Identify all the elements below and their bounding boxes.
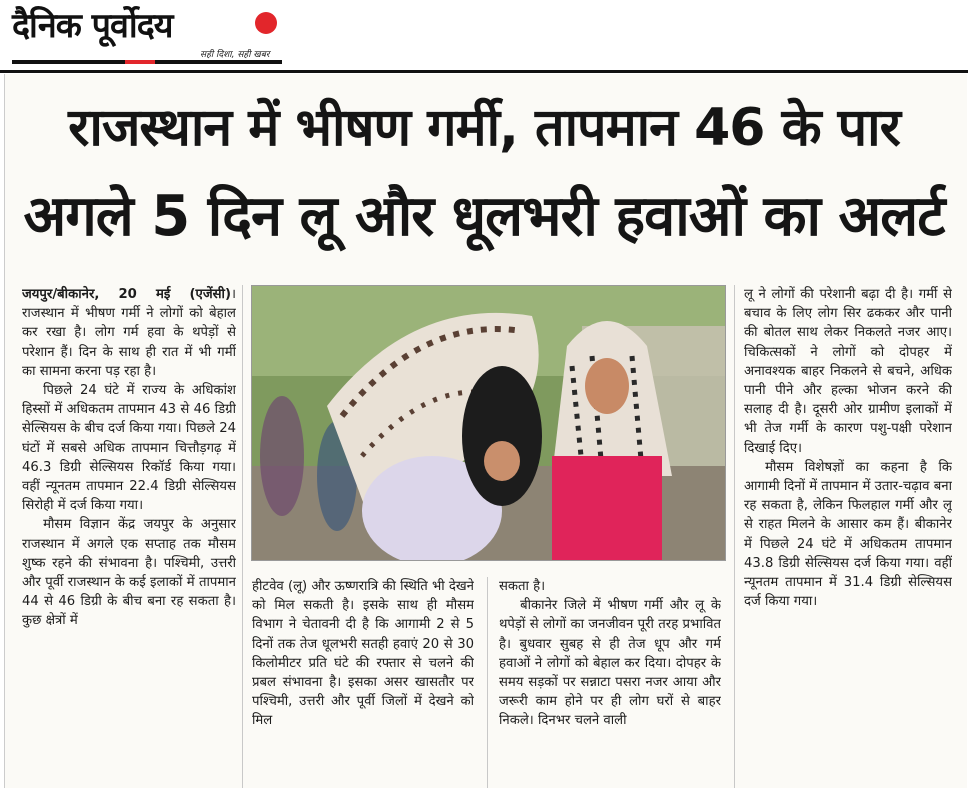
article-column-2 <box>252 577 474 788</box>
col2-paragraph-1: हीटवेव (लू) और ऊष्णरात्रि की स्थिति भी देखने को मिल सकती है। इसके साथ ही मौसम विभाग ने चेतावनी दी है कि आगामी 2 से 5 दिनों तक तेज धूलभरी सतही हवाएं 20 से 30 किलोमीटर प्रति घंटे की रफ्तार से चलने की प्रबल संभावना है। इसका असर खासतौर पर पश्चिमी, उत्तरी और पूर्वी जिलों में देखने को मिल <box>252 579 474 729</box>
col3-paragraph-1: सकता है। <box>499 579 546 594</box>
logo-red-dot-icon <box>255 12 277 34</box>
headline-line-1: राजस्थान में भीषण गर्मी, तापमान 46 के पार <box>68 98 900 158</box>
logo-underline-accent <box>125 60 155 64</box>
dateline: जयपुर/बीकानेर, 20 मई (एजेंसी) <box>22 287 231 302</box>
col1-paragraph-1-text: । राजस्थान में भीषण गर्मी ने लोगों को बेहाल कर रखा है। लोग गर्म हवा के थपेड़ों से परेशान हैं। दिन के साथ ही रात में भी गर्मी का सामना करना पड़ रहा है। <box>22 287 236 379</box>
col1-paragraph-2: पिछले 24 घंटे में राज्य के अधिकांश हिस्सों में अधिकतम तापमान 43 से 46 डिग्री सेल्सियस के बीच दर्ज किया गया। पिछले 24 घंटों में सबसे अधिक तापमान चित्तौड़गढ़ में 46.3 डिग्री सेल्सियस रिकॉर्ड किया गया। वहीं न्यूनतम तापमान 22.4 डिग्री सेल्सियस सिरोही में दर्ज किया गया। <box>22 383 236 514</box>
col4-paragraph-1: लू ने लोगों की परेशानी बढ़ा दी है। गर्मी से बचाव के लिए लोग सिर ढककर और पानी की बोतल साथ लेकर निकलते नजर आए। चिकित्सकों ने लोगों को दोपहर में अनावश्यक बाहर निकलने से बचने, अधिक पानी पीने और हल्का भोजन करने की सलाह दी है। दूसरी ओर ग्रामीण इलाकों में भी तेज गर्मी के कारण पशु-पक्षी परेशान दिखाई दिए। <box>744 287 952 456</box>
col1-paragraph-3: मौसम विज्ञान केंद्र जयपुर के अनुसार राजस्थान में अगले एक सप्ताह तक मौसम शुष्क रहने की संभावना है। पश्चिमी, उत्तरी और पूर्वी राजस्थान के कई इलाकों में तापमान 44 से 46 डिग्री के बीच बना रह सकता है। कुछ क्षेत्रों में <box>22 517 236 629</box>
column-divider <box>242 285 243 788</box>
col4-paragraph-2: मौसम विशेषज्ञों का कहना है कि आगामी दिनों में तापमान में उतार-चढ़ाव बना रह सकता है, लेकिन फिलहाल गर्मी और लू से राहत मिलने के आसार कम हैं। बीकानेर में पिछले 24 घंटे में अधिकतम तापमान 43.8 डिग्री सेल्सियस दर्ज किया गया। वहीं न्यूनतम तापमान में 31.4 डिग्री सेल्सियस दर्ज किया गया। <box>744 459 952 610</box>
article-column-3 <box>499 577 721 788</box>
article-column-1 <box>22 285 236 788</box>
newspaper-tagline: सही दिशा, सही खबर <box>200 50 270 60</box>
article-column-4 <box>744 285 952 788</box>
newspaper-logo-title: दैनिक पूर्वोदय <box>12 6 173 46</box>
headline-line-2: अगले 5 दिन लू और धूलभरी हवाओं का अलर्ट <box>23 184 945 249</box>
col1-paragraph-1 <box>22 285 236 381</box>
col3-paragraph-2: बीकानेर जिले में भीषण गर्मी और लू के थपेड़ों से लोगों का जनजीवन पूरी तरह प्रभावित है। बुधवार सुबह से ही तेज धूप और गर्म हवाओं ने लोगों को बेहाल कर दिया। दोपहर के समय सड़कों पर सन्नाटा पसरा नजर आया और जरूरी काम होने पर ही लोग घरों से बाहर निकले। दिनभर चलने वाली <box>499 598 721 729</box>
masthead <box>0 0 968 74</box>
news-photo <box>251 285 726 561</box>
photo-illustration <box>252 286 725 560</box>
masthead-divider <box>0 70 968 73</box>
column-divider <box>487 577 488 788</box>
column-divider <box>734 285 735 788</box>
